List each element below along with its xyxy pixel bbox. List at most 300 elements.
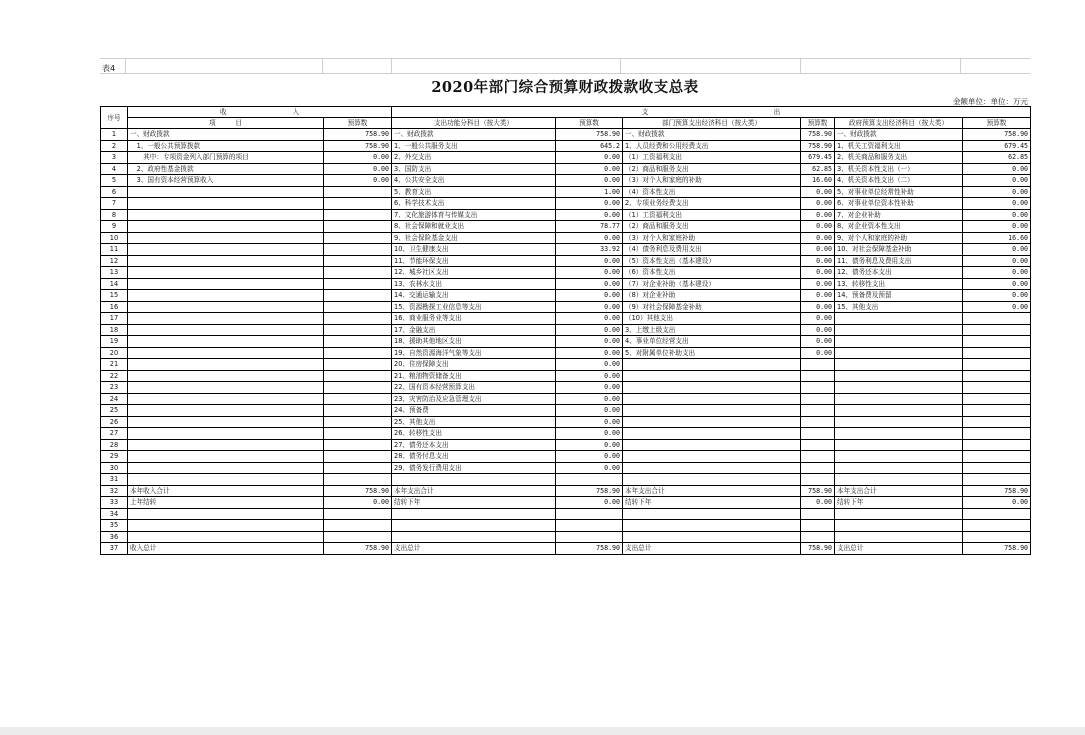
table-row (101, 267, 1031, 279)
item-cell (835, 462, 963, 474)
item-cell (392, 531, 556, 543)
header-budget-1: 预算数 (324, 118, 392, 129)
budget-cell (324, 221, 392, 233)
item-cell: 27、债务还本支出 (392, 439, 556, 451)
budget-cell (324, 416, 392, 428)
budget-cell: 16.60 (963, 232, 1031, 244)
budget-cell: 0.00 (556, 255, 623, 267)
item-cell: 2、外交支出 (392, 152, 556, 164)
item-cell: 5、对附属单位补助支出 (623, 347, 801, 359)
budget-cell (801, 359, 835, 371)
budget-cell (324, 244, 392, 256)
budget-cell: 758.90 (963, 129, 1031, 141)
item-cell: 本年收入合计 (128, 485, 324, 497)
row-number: 32 (101, 485, 128, 497)
budget-cell: 0.00 (556, 198, 623, 210)
row-number: 2 (101, 140, 128, 152)
table-row (101, 439, 1031, 451)
budget-cell: 0.00 (324, 497, 392, 509)
item-cell: （3）对个人和家庭补助 (623, 232, 801, 244)
budget-cell (324, 198, 392, 210)
row-number: 35 (101, 520, 128, 532)
row-number: 4 (101, 163, 128, 175)
item-cell: （9）对社会保障基金补助 (623, 301, 801, 313)
budget-cell (963, 520, 1031, 532)
budget-cell: 758.90 (801, 543, 835, 555)
budget-cell: 758.90 (963, 485, 1031, 497)
budget-cell: 62.85 (801, 163, 835, 175)
item-cell (835, 313, 963, 325)
item-cell (128, 186, 324, 198)
budget-cell (963, 336, 1031, 348)
item-cell: 6、科学技术支出 (392, 198, 556, 210)
item-cell (128, 416, 324, 428)
budget-cell (801, 370, 835, 382)
header-row-2 (101, 118, 1031, 129)
item-cell: 11、节能环保支出 (392, 255, 556, 267)
budget-cell: 758.90 (324, 543, 392, 555)
budget-cell: 0.00 (801, 497, 835, 509)
budget-cell (556, 531, 623, 543)
row-number: 6 (101, 186, 128, 198)
item-cell (835, 405, 963, 417)
item-cell (392, 474, 556, 486)
item-cell (392, 520, 556, 532)
budget-cell (963, 474, 1031, 486)
budget-cell: 0.00 (801, 290, 835, 302)
table-row (101, 508, 1031, 520)
item-cell: 本年支出合计 (392, 485, 556, 497)
row-number: 21 (101, 359, 128, 371)
row-number: 22 (101, 370, 128, 382)
item-cell (623, 359, 801, 371)
budget-cell (963, 462, 1031, 474)
budget-cell: 33.92 (556, 244, 623, 256)
row-number: 34 (101, 508, 128, 520)
table-row (101, 370, 1031, 382)
item-cell (835, 359, 963, 371)
budget-cell (801, 382, 835, 394)
budget-cell (324, 290, 392, 302)
budget-cell (963, 359, 1031, 371)
budget-cell: 0.00 (801, 301, 835, 313)
table-row (101, 232, 1031, 244)
item-cell (128, 232, 324, 244)
header-item: 项 目 (128, 118, 324, 129)
budget-cell (963, 428, 1031, 440)
budget-cell (324, 439, 392, 451)
item-cell (623, 393, 801, 405)
budget-cell: 0.00 (556, 278, 623, 290)
row-number: 20 (101, 347, 128, 359)
item-cell: 14、预备费及预留 (835, 290, 963, 302)
item-cell: 13、农林水支出 (392, 278, 556, 290)
budget-cell: 0.00 (963, 290, 1031, 302)
item-cell: 12、城乡社区支出 (392, 267, 556, 279)
item-cell (128, 393, 324, 405)
item-cell (623, 474, 801, 486)
header-gov: 政府预算支出经济科目（按大类） (835, 118, 963, 129)
budget-cell: 0.00 (801, 221, 835, 233)
item-cell (128, 347, 324, 359)
item-cell: 3、国有资本经营预算收入 (128, 175, 324, 187)
budget-cell (963, 451, 1031, 463)
table-row (101, 543, 1031, 555)
header-dept: 部门预算支出经济科目（按大类） (623, 118, 801, 129)
item-cell: 10、卫生健康支出 (392, 244, 556, 256)
table-row (101, 485, 1031, 497)
budget-cell: 679.45 (963, 140, 1031, 152)
row-number: 30 (101, 462, 128, 474)
row-number: 11 (101, 244, 128, 256)
budget-cell: 758.90 (556, 543, 623, 555)
item-cell: 一、财政拨款 (128, 129, 324, 141)
row-number: 26 (101, 416, 128, 428)
budget-cell: 0.00 (324, 163, 392, 175)
budget-cell: 0.00 (556, 267, 623, 279)
header-expend: 支 出 (392, 107, 1031, 118)
budget-cell: 0.00 (556, 416, 623, 428)
item-cell: 16、商业服务业等支出 (392, 313, 556, 325)
budget-cell (556, 508, 623, 520)
budget-cell (324, 301, 392, 313)
item-cell (128, 267, 324, 279)
budget-table (100, 106, 1031, 555)
row-number: 23 (101, 382, 128, 394)
item-cell: 19、自然资源海洋气象等支出 (392, 347, 556, 359)
item-cell: 本年支出合计 (623, 485, 801, 497)
budget-cell: 0.00 (556, 428, 623, 440)
table-row (101, 175, 1031, 187)
row-number: 37 (101, 543, 128, 555)
budget-cell: 0.00 (801, 244, 835, 256)
budget-cell: 0.00 (324, 152, 392, 164)
item-cell: 支出总计 (835, 543, 963, 555)
item-cell: 9、对个人和家庭的补助 (835, 232, 963, 244)
table-row (101, 497, 1031, 509)
item-cell (128, 405, 324, 417)
item-cell: 支出总计 (623, 543, 801, 555)
budget-cell: 0.00 (556, 347, 623, 359)
item-cell (835, 428, 963, 440)
budget-cell: 645.2 (556, 140, 623, 152)
row-number: 13 (101, 267, 128, 279)
budget-cell (556, 520, 623, 532)
budget-cell: 16.60 (801, 175, 835, 187)
item-cell (128, 313, 324, 325)
budget-cell (324, 393, 392, 405)
budget-cell (963, 370, 1031, 382)
item-cell: 1、机关工资福利支出 (835, 140, 963, 152)
budget-cell: 0.00 (801, 347, 835, 359)
budget-cell (324, 336, 392, 348)
item-cell (128, 221, 324, 233)
item-cell: 7、文化旅游体育与传媒支出 (392, 209, 556, 221)
item-cell: 9、社会保险基金支出 (392, 232, 556, 244)
item-cell: 结转下年 (623, 497, 801, 509)
item-cell (623, 520, 801, 532)
budget-cell (801, 508, 835, 520)
item-cell (623, 405, 801, 417)
item-cell: （2）商品和服务支出 (623, 163, 801, 175)
budget-cell: 0.00 (556, 359, 623, 371)
budget-cell (324, 428, 392, 440)
item-cell: 13、转移性支出 (835, 278, 963, 290)
budget-cell: 0.00 (963, 278, 1031, 290)
item-cell: 14、交通运输支出 (392, 290, 556, 302)
budget-cell: 0.00 (963, 301, 1031, 313)
budget-cell (324, 232, 392, 244)
row-number: 1 (101, 129, 128, 141)
header-func: 支出功能分科目（按大类） (392, 118, 556, 129)
header-seq: 序号 (101, 107, 128, 129)
item-cell (835, 324, 963, 336)
budget-cell: 0.00 (556, 152, 623, 164)
budget-cell: 0.00 (963, 255, 1031, 267)
row-number: 15 (101, 290, 128, 302)
budget-cell: 0.00 (556, 163, 623, 175)
table-row (101, 382, 1031, 394)
item-cell: 本年支出合计 (835, 485, 963, 497)
row-number: 31 (101, 474, 128, 486)
budget-cell: 0.00 (801, 324, 835, 336)
budget-cell (324, 313, 392, 325)
budget-cell (324, 209, 392, 221)
item-cell (835, 508, 963, 520)
budget-cell (324, 405, 392, 417)
item-cell (128, 520, 324, 532)
budget-cell: 0.00 (556, 313, 623, 325)
table-row (101, 520, 1031, 532)
budget-cell: 0.00 (801, 209, 835, 221)
item-cell: 3、上缴上级支出 (623, 324, 801, 336)
item-cell (128, 451, 324, 463)
item-cell: 4、公共安全支出 (392, 175, 556, 187)
budget-cell (324, 370, 392, 382)
budget-cell: 0.00 (556, 209, 623, 221)
row-number: 25 (101, 405, 128, 417)
item-cell: （7）对企业补助（基本建设） (623, 278, 801, 290)
budget-cell: 679.45 (801, 152, 835, 164)
item-cell: 上年结转 (128, 497, 324, 509)
budget-cell (963, 393, 1031, 405)
item-cell (623, 416, 801, 428)
row-number: 33 (101, 497, 128, 509)
table-row (101, 244, 1031, 256)
item-cell: 7、对企业补助 (835, 209, 963, 221)
item-cell: 5、对事业单位经常性补助 (835, 186, 963, 198)
budget-cell: 758.90 (324, 140, 392, 152)
budget-cell: 0.00 (556, 336, 623, 348)
item-cell: （5）资本性支出（基本建设） (623, 255, 801, 267)
budget-cell: 0.00 (963, 267, 1031, 279)
table-row (101, 531, 1031, 543)
table-row (101, 393, 1031, 405)
item-cell (128, 474, 324, 486)
table-row (101, 255, 1031, 267)
row-number: 7 (101, 198, 128, 210)
row-number: 28 (101, 439, 128, 451)
row-number: 36 (101, 531, 128, 543)
item-cell: 一、财政拨款 (392, 129, 556, 141)
table-row (101, 474, 1031, 486)
budget-cell: 0.00 (556, 175, 623, 187)
budget-cell: 0.00 (963, 163, 1031, 175)
item-cell: 8、对企业资本性支出 (835, 221, 963, 233)
table-row (101, 416, 1031, 428)
budget-cell: 0.00 (963, 221, 1031, 233)
item-cell (623, 462, 801, 474)
item-cell: 3、国防支出 (392, 163, 556, 175)
table-row (101, 198, 1031, 210)
table-row (101, 290, 1031, 302)
item-cell (623, 439, 801, 451)
item-cell: （3）对个人和家庭的补助 (623, 175, 801, 187)
budget-cell (963, 508, 1031, 520)
budget-cell: 0.00 (963, 175, 1031, 187)
budget-cell (324, 267, 392, 279)
item-cell: 17、金融支出 (392, 324, 556, 336)
item-cell: 24、预备费 (392, 405, 556, 417)
budget-cell: 0.00 (963, 186, 1031, 198)
item-cell (128, 290, 324, 302)
budget-cell: 758.90 (324, 129, 392, 141)
budget-cell (963, 439, 1031, 451)
budget-cell: 62.85 (963, 152, 1031, 164)
budget-cell: 0.00 (556, 439, 623, 451)
budget-cell: 0.00 (801, 255, 835, 267)
budget-cell: 758.90 (801, 485, 835, 497)
header-budget-3: 预算数 (801, 118, 835, 129)
budget-cell (801, 474, 835, 486)
budget-cell: 0.00 (556, 370, 623, 382)
budget-cell: 0.00 (324, 175, 392, 187)
row-number: 29 (101, 451, 128, 463)
budget-cell: 0.00 (556, 382, 623, 394)
item-cell: （8）对企业补助 (623, 290, 801, 302)
item-cell (392, 508, 556, 520)
budget-cell: 0.00 (556, 232, 623, 244)
budget-cell: 0.00 (801, 336, 835, 348)
budget-cell: 0.00 (801, 313, 835, 325)
item-cell (128, 508, 324, 520)
header-budget-2: 预算数 (556, 118, 623, 129)
header-budget-4: 预算数 (963, 118, 1031, 129)
row-number: 8 (101, 209, 128, 221)
item-cell: 收入总计 (128, 543, 324, 555)
item-cell (128, 324, 324, 336)
budget-cell: 0.00 (556, 405, 623, 417)
item-cell: 8、社会保障和就业支出 (392, 221, 556, 233)
item-cell (835, 347, 963, 359)
item-cell: （10）其他支出 (623, 313, 801, 325)
item-cell: 18、援助其他地区支出 (392, 336, 556, 348)
table-row (101, 186, 1031, 198)
item-cell: 29、债务发行费用支出 (392, 462, 556, 474)
row-number: 16 (101, 301, 128, 313)
item-cell: 1、一般公共预算拨款 (128, 140, 324, 152)
budget-cell (963, 324, 1031, 336)
budget-cell: 0.00 (556, 290, 623, 302)
item-cell (835, 416, 963, 428)
budget-cell: 0.00 (801, 198, 835, 210)
row-number: 14 (101, 278, 128, 290)
item-cell: 15、资源勘探工业信息等支出 (392, 301, 556, 313)
budget-cell (324, 382, 392, 394)
row-number: 10 (101, 232, 128, 244)
budget-cell (963, 405, 1031, 417)
budget-cell: 0.00 (963, 497, 1031, 509)
item-cell (835, 531, 963, 543)
table-row (101, 313, 1031, 325)
budget-cell: 758.90 (801, 129, 835, 141)
row-number: 24 (101, 393, 128, 405)
budget-cell (324, 324, 392, 336)
budget-cell (801, 531, 835, 543)
item-cell (623, 370, 801, 382)
table-row (101, 152, 1031, 164)
table-row (101, 163, 1031, 175)
row-number: 3 (101, 152, 128, 164)
budget-cell: 758.90 (801, 140, 835, 152)
row-number: 12 (101, 255, 128, 267)
budget-cell: 1.00 (556, 186, 623, 198)
budget-cell (324, 186, 392, 198)
item-cell (623, 382, 801, 394)
table-row (101, 221, 1031, 233)
budget-cell: 0.00 (801, 232, 835, 244)
item-cell: 11、债务利息及费用支出 (835, 255, 963, 267)
item-cell (128, 336, 324, 348)
budget-cell (963, 416, 1031, 428)
budget-cell: 0.00 (556, 393, 623, 405)
sheet-label: 表4 (102, 64, 116, 73)
budget-cell (324, 347, 392, 359)
item-cell: 22、国有资本经营预算支出 (392, 382, 556, 394)
budget-cell (324, 359, 392, 371)
item-cell (128, 301, 324, 313)
budget-cell: 0.00 (963, 209, 1031, 221)
budget-cell: 0.00 (801, 267, 835, 279)
page-title: 2020年部门综合预算财政拨款收支总表 (431, 79, 699, 96)
table-row (101, 462, 1031, 474)
item-cell (128, 255, 324, 267)
item-cell: 23、灾害防治及应急管理支出 (392, 393, 556, 405)
item-cell: 4、机关资本性支出（二） (835, 175, 963, 187)
budget-cell: 0.00 (556, 462, 623, 474)
item-cell (623, 508, 801, 520)
item-cell (128, 209, 324, 221)
table-row (101, 278, 1031, 290)
budget-cell: 758.90 (556, 485, 623, 497)
item-cell (835, 474, 963, 486)
row-number: 9 (101, 221, 128, 233)
unit-label: 金额单位：单位：万元 (953, 97, 1028, 106)
top-grid-strip (100, 58, 1030, 74)
budget-cell (556, 474, 623, 486)
item-cell: 2、专项业务经费支出 (623, 198, 801, 210)
item-cell: 2、机关商品和服务支出 (835, 152, 963, 164)
budget-cell (324, 462, 392, 474)
budget-cell: 0.00 (556, 497, 623, 509)
item-cell (835, 451, 963, 463)
budget-cell: 758.90 (963, 543, 1031, 555)
header-row-1 (101, 107, 1031, 118)
item-cell: 5、教育支出 (392, 186, 556, 198)
table-row (101, 301, 1031, 313)
item-cell: 12、债务还本支出 (835, 267, 963, 279)
budget-cell (963, 382, 1031, 394)
